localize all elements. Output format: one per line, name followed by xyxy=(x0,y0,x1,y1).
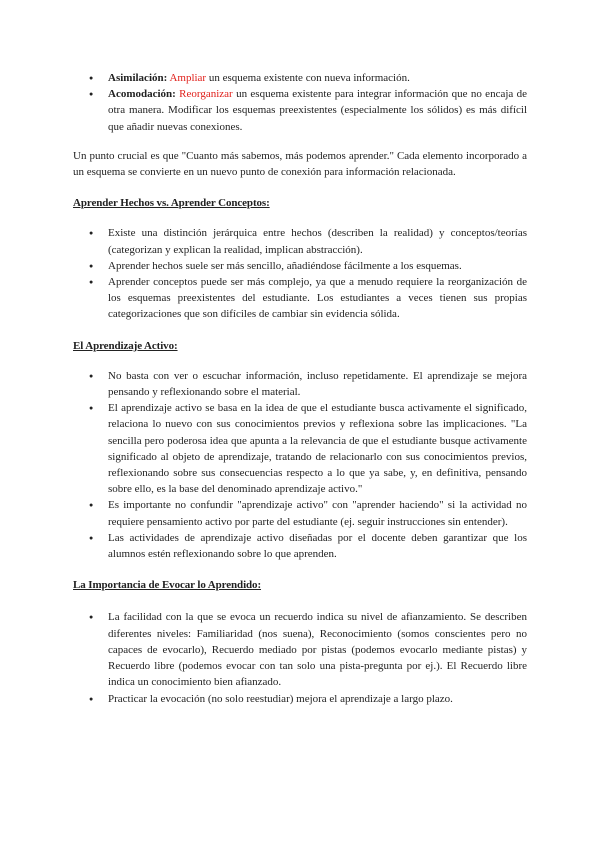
section-list xyxy=(73,609,527,706)
list-item: ● Las actividades de aprendizaje activo diseñadas por el docente deben garantizar que los alumnos estén reflexionando sobre lo que aprenden. xyxy=(73,530,527,562)
item-text: un esquema existente con nueva información. xyxy=(206,72,410,84)
section-list xyxy=(73,368,527,562)
list-item: ● El aprendizaje activo se basa en la idea de que el estudiante busca activamente el significado, relaciona lo nuevo con sus conocimientos previos y reflexiona sobre las implicaciones. "La sencilla pero poderosa idea que apunta a la relevancia de que el estudiante busque activamente significado al objeto de aprendizaje, tratando de relacionarlo con sus conocimientos previos, reflexionando sobre sus consecuencias respecto a lo que ya sabe, y, en definitiva, pensando sobre ello, es la base del denominado aprendizaje activo." xyxy=(73,400,527,497)
term-label: Asimilación: xyxy=(108,72,168,84)
schema-process-list xyxy=(73,70,527,135)
list-item xyxy=(73,86,527,135)
body-paragraph: Un punto crucial es que "Cuanto más sabemos, más podemos aprender." Cada elemento incorporado a un esquema se convierte en un nuevo punto de conexión para información relacionada. xyxy=(73,149,527,179)
document-content xyxy=(73,70,527,707)
list-item: ● Es importante no confundir "aprendizaje activo" con "aprender haciendo" si la actividad no requiere pensamiento activo por parte del estudiante (ej. seguir instrucciones sin entender). xyxy=(73,497,527,529)
list-item: ● La facilidad con la que se evoca un recuerdo indica su nivel de afianzamiento. Se describen diferentes niveles: Familiaridad (nos suena), Reconocimiento (somos conscientes pero no capaces de evocarlo), Recuerdo mediado por pistas (podemos evocarlo mediante pistas) y Recuerdo libre (podemos evocar con tan solo una pista-pregunta por ej.). El Recuerdo libre indica un conocimiento bien afianzado. xyxy=(73,609,527,690)
list-item: ● No basta con ver o escuchar información, incluso repetidamente. El aprendizaje se mejora pensando y reflexionando sobre el material. xyxy=(73,368,527,400)
highlight-verb: Ampliar xyxy=(169,72,207,84)
list-item: ● Aprender conceptos puede ser más complejo, ya que a menudo requiere la reorganización de los esquemas preexistentes del estudiante. Los estudiantes a veces tienen sus propias categorizaciones que son difíciles de cambiar sin evidencia sólida. xyxy=(73,274,527,323)
list-item: ● Aprender hechos suele ser más sencillo, añadiéndose fácilmente a los esquemas. xyxy=(73,258,527,274)
list-item: ● Existe una distinción jerárquica entre hechos (describen la realidad) y conceptos/teorías (categorizan y explican la realidad, implican abstracción). xyxy=(73,225,527,257)
section-list xyxy=(73,225,527,322)
term-label: Acomodación: xyxy=(108,88,176,101)
item-text: un esquema existente para integrar información que no encaja de otra manera. Modificar los esquemas preexistentes (especialmente los sólidos) es más difícil que añadir nuevas conexiones. xyxy=(108,88,527,133)
section-heading: La Importancia de Evocar lo Aprendido: xyxy=(73,579,262,592)
list-item: ● Practicar la evocación (no solo reestudiar) mejora el aprendizaje a largo plazo. xyxy=(73,691,527,707)
highlight-verb: Reorganizar xyxy=(179,88,233,101)
list-item xyxy=(73,70,527,86)
section-heading: Aprender Hechos vs. Aprender Conceptos: xyxy=(73,197,270,210)
section-heading: El Aprendizaje Activo: xyxy=(73,339,178,352)
